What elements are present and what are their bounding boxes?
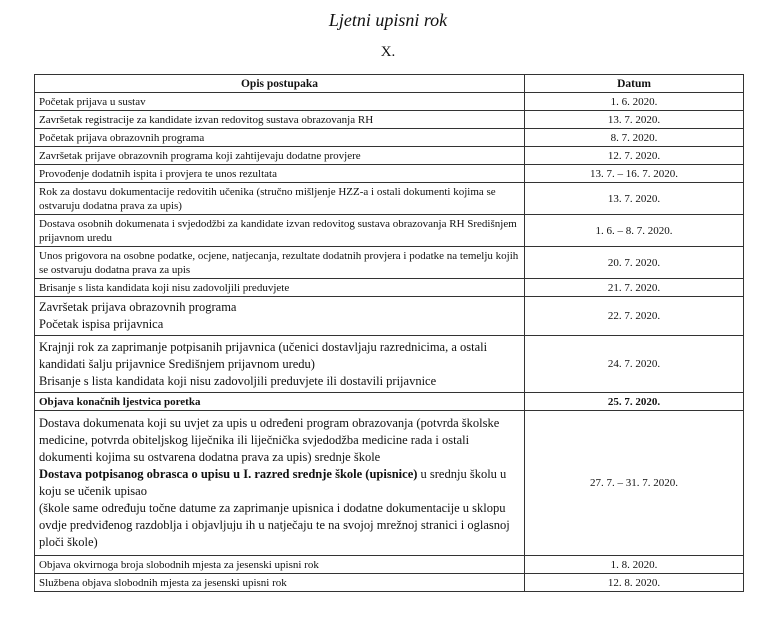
row-date: 13. 7. 2020. <box>525 111 744 129</box>
row-description-line: Krajnji rok za zaprimanje potpisanih prijavnica (učenici dostavljaju razrednicima, a ostali kandidati šalju prijavnice Središnjem prijavnom uredu) <box>39 339 488 371</box>
row-description: Početak prijava u sustav <box>35 93 525 111</box>
table-row <box>35 111 744 129</box>
page-title: Ljetni upisni rok <box>328 10 448 30</box>
row-description: Rok za dostavu dokumentacije redovitih učenika (stručno mišljenje HZZ-a i ostali dokumenti kojima se ostvaruju dodatna prava za upis) <box>35 183 525 215</box>
table-row <box>35 247 744 279</box>
table-row <box>35 183 744 215</box>
table-row <box>35 215 744 247</box>
row-description-line: Početak ispisa prijavnica <box>39 317 164 331</box>
row-date: 27. 7. – 31. 7. 2020. <box>525 411 744 556</box>
table-row <box>35 411 744 556</box>
row-description-line: Završetak prijava obrazovnih programa <box>39 300 237 314</box>
row-date: 24. 7. 2020. <box>525 336 744 393</box>
row-description-emphasis: Dostava potpisanog obrasca o upisu u I. razred srednje škole (upisnice) <box>39 467 418 481</box>
row-description: Završetak registracije za kandidate izvan redovitog sustava obrazovanja RH <box>35 111 525 129</box>
row-description: Službena objava slobodnih mjesta za jesenski upisni rok <box>35 574 525 592</box>
table-row <box>35 574 744 592</box>
table-row-highlight <box>35 393 744 411</box>
row-date: 13. 7. – 16. 7. 2020. <box>525 165 744 183</box>
row-date: 12. 7. 2020. <box>525 147 744 165</box>
section-number: X. <box>380 44 396 60</box>
table-row <box>35 279 744 297</box>
row-date: 13. 7. 2020. <box>525 183 744 215</box>
column-header-description: Opis postupaka <box>35 75 525 93</box>
table-row <box>35 147 744 165</box>
row-date: 12. 8. 2020. <box>525 574 744 592</box>
row-date: 25. 7. 2020. <box>525 393 744 411</box>
table-header-row <box>35 75 744 93</box>
column-header-date: Datum <box>525 75 744 93</box>
row-date: 22. 7. 2020. <box>525 297 744 336</box>
row-description: Objava okvirnoga broja slobodnih mjesta za jesenski upisni rok <box>35 556 525 574</box>
row-description <box>35 411 525 556</box>
schedule-table <box>34 74 744 592</box>
row-description-continuation: u srednju školu u koju se učenik upisao <box>39 467 507 498</box>
row-description <box>35 297 525 336</box>
table-row <box>35 336 744 393</box>
row-description-line: Brisanje s lista kandidata koji nisu zadovoljili preduvjete ili dostavili prijavnice <box>39 373 437 388</box>
row-description: Dostava osobnih dokumenata i svjedodžbi za kandidate izvan redovitog sustava obrazovanja RH Središnjem prijavnom uredu <box>35 215 525 247</box>
row-description: Unos prigovora na osobne podatke, ocjene, natjecanja, rezultate dodatnih provjera i podatke na temelju kojih se ostvaruju dodatna prava za upis <box>35 247 525 279</box>
table-row <box>35 93 744 111</box>
row-date: 20. 7. 2020. <box>525 247 744 279</box>
row-description-line: (škole same određuju točne datume za zaprimanje upisnica i dodatne dokumentacije u sklopu ovdje predviđenog razdoblja i objavljuju ih u natječaju te na svojoj mrežnoj stranici i oglasnoj ploči škole) <box>39 501 510 549</box>
row-description: Početak prijava obrazovnih programa <box>35 129 525 147</box>
table-row <box>35 556 744 574</box>
row-description: Završetak prijave obrazovnih programa koji zahtijevaju dodatne provjere <box>35 147 525 165</box>
row-date: 1. 8. 2020. <box>525 556 744 574</box>
row-description: Objava konačnih ljestvica poretka <box>35 393 525 411</box>
row-date: 1. 6. – 8. 7. 2020. <box>525 215 744 247</box>
row-description: Brisanje s lista kandidata koji nisu zadovoljili preduvjete <box>35 279 525 297</box>
row-date: 1. 6. 2020. <box>525 93 744 111</box>
table-row <box>35 297 744 336</box>
table-row <box>35 165 744 183</box>
row-description-line: Dostava dokumenata koji su uvjet za upis u određeni program obrazovanja (potvrda školske medicine, potvrda obiteljskog liječnika ili liječnička svjedodžba medicine rada i ostali dokumenti kojima su ostvarena dodatna prava za upis) srednje škole <box>39 416 500 464</box>
row-date: 8. 7. 2020. <box>525 129 744 147</box>
table-row <box>35 129 744 147</box>
row-description <box>35 336 525 393</box>
row-date: 21. 7. 2020. <box>525 279 744 297</box>
row-description-line <box>39 466 520 500</box>
row-description: Provođenje dodatnih ispita i provjera te unos rezultata <box>35 165 525 183</box>
